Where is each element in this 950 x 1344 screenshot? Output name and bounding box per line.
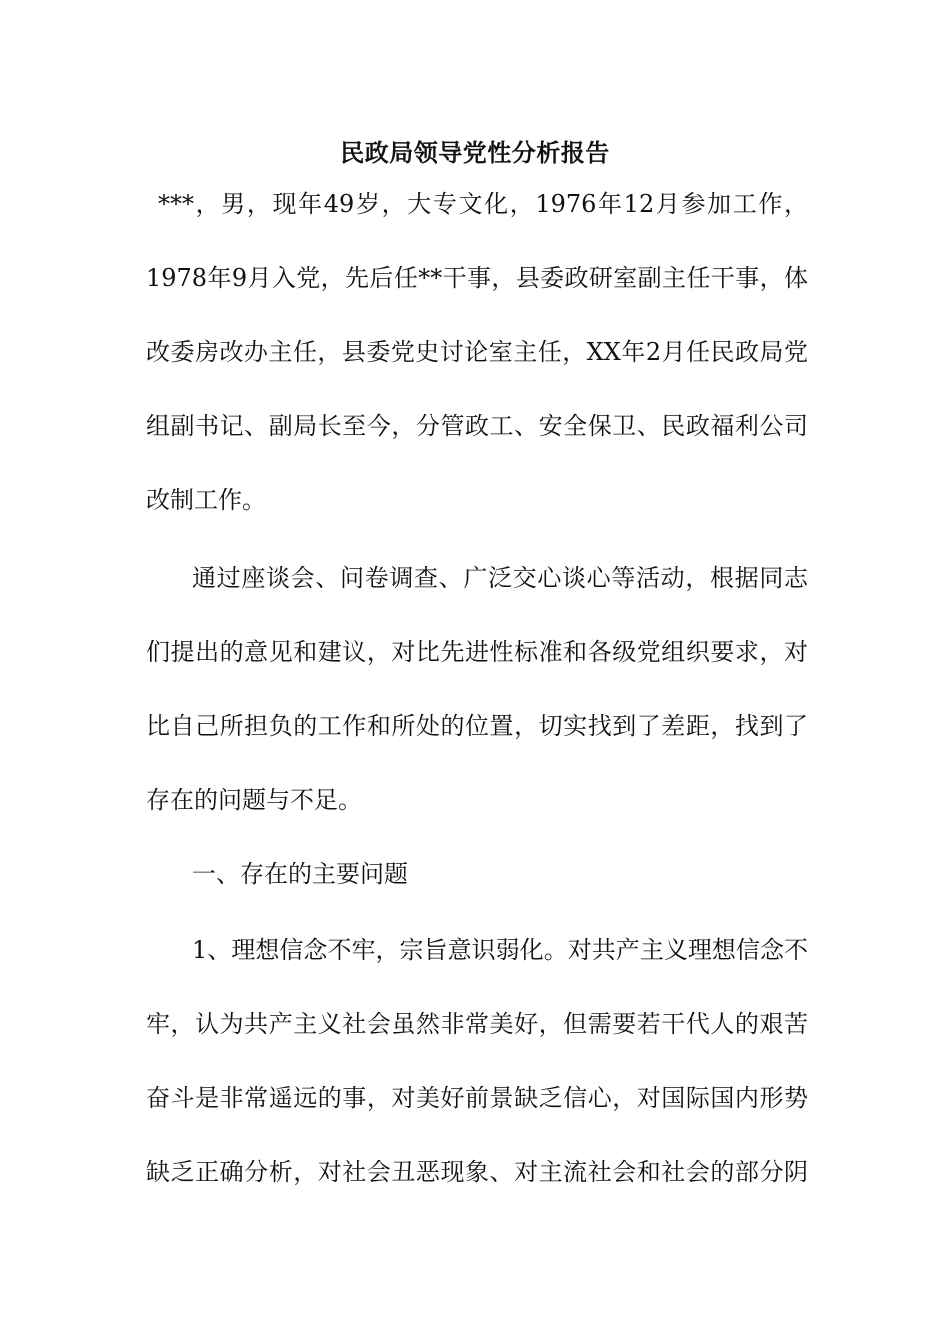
document-title: 民政局领导党性分析报告	[340, 138, 610, 167]
paragraph-line: 通过座谈会、问卷调查、广泛交心谈心等活动，根据同志	[192, 564, 808, 592]
paragraph-line: 奋斗是非常遥远的事，对美好前景缺乏信心，对国际国内形势	[146, 1084, 808, 1112]
paragraph-line: ***，男，现年49岁，大专文化，1976年12月参加工作，	[158, 190, 808, 218]
paragraph-line: 缺乏正确分析，对社会丑恶现象、对主流社会和社会的部分阴	[146, 1158, 808, 1186]
paragraph-line: 1978年9月入党，先后任**干事，县委政研室副主任干事，体	[146, 264, 808, 292]
paragraph-line: 改委房改办主任，县委党史讨论室主任，XX年2月任民政局党	[146, 338, 808, 366]
paragraph-line: 组副书记、副局长至今，分管政工、安全保卫、民政福利公司	[146, 412, 808, 440]
paragraph-line: 牢，认为共产主义社会虽然非常美好，但需要若干代人的艰苦	[146, 1010, 808, 1038]
paragraph-line: 存在的问题与不足。	[146, 786, 362, 814]
paragraph-line: 们提出的意见和建议，对比先进性标准和各级党组织要求，对	[146, 638, 808, 666]
paragraph-line: 改制工作。	[146, 486, 266, 514]
section-heading: 一、存在的主要问题	[192, 860, 408, 888]
paragraph-line: 比自己所担负的工作和所处的位置，切实找到了差距，找到了	[146, 712, 808, 740]
paragraph-line: 1、理想信念不牢，宗旨意识弱化。对共产主义理想信念不	[192, 936, 808, 964]
